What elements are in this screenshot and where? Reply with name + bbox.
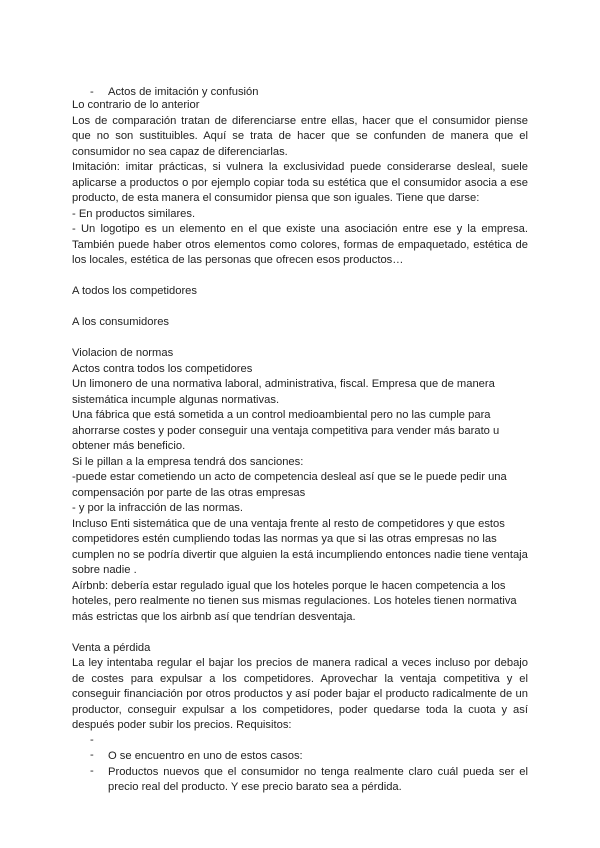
- paragraph: Incluso Enti sistemática que de una ventaja frente al resto de competidores y que estos competidores estén cumpliendo todas las normas ya que si las otras empresas no las cumplen no se podría divertir que alguien la está incumpliendo entonces nadie tiene ventaja sobre nadie .: [72, 517, 528, 576]
- bullet-item: [72, 86, 528, 98]
- paragraph: Si le pillan a la empresa tendrá dos sanciones:: [72, 455, 304, 468]
- bullet-item: [72, 765, 528, 796]
- section-heading: A los consumidores: [72, 316, 170, 328]
- bullet-dash: -: [90, 86, 94, 98]
- bullet-text: O se encuentro en uno de estos casos:: [108, 750, 303, 762]
- paragraph: -puede estar cometiendo un acto de competencia desleal así que se le puede pedir una compensación por parte de las otras empresas: [72, 471, 507, 499]
- document-body: [72, 86, 528, 796]
- bullet-dash: -: [90, 733, 94, 746]
- paragraph: - Un logotipo es un elemento en el que existe una asociación entre ese y la empresa. También puede haber otros elementos como colores, formas de empaquetado, estética de los locales, estética de las personas que ofrecen esos productos…: [72, 223, 528, 266]
- paragraph: Un limonero de una normativa laboral, administrativa, fiscal. Empresa que de manera sistemática incumple algunas normativas.: [72, 378, 495, 406]
- bullet-dash: -: [90, 749, 94, 761]
- paragraph: Imitación: imitar prácticas, si vulnera la exclusividad puede considerarse desleal, suele aplicarse a productos o por ejemplo copiar toda su estética que el consumidor asocia a ese producto, de esta manera el consumidor piensa que son iguales. Tiene que darse:: [72, 161, 528, 204]
- paragraph: Lo contrario de lo anterior: [72, 99, 200, 111]
- bullet-item: [72, 734, 528, 750]
- section-heading: Violacion de normas: [72, 347, 174, 359]
- paragraph: Aírbnb: debería estar regulado igual que los hoteles porque le hacen competencia a los hoteles, pero realmente no tienen sus mismas regulaciones. Los hoteles tienen normativa más estrictas que los airbnb así que tendrían desventaja.: [72, 579, 517, 623]
- paragraph: Actos contra todos los competidores: [72, 362, 253, 375]
- paragraph: - y por la infracción de las normas.: [72, 502, 243, 514]
- bullet-dash: -: [90, 764, 94, 777]
- bullet-item: [72, 749, 528, 765]
- paragraph: Los de comparación tratan de diferenciarse entre ellas, hacer que el consumidor piense que no son sustituibles. Aquí se trata de hacer que se confunden de manera que el consumidor no sea capaz de diferenciarlas.: [72, 114, 528, 158]
- paragraph: - En productos similares.: [72, 207, 196, 220]
- bullet-text: [108, 734, 528, 750]
- paragraph: La ley intentaba regular el bajar los precios de manera radical a veces incluso por debajo de costes para expulsar a los competidores. Aprovechar la ventaja competitiva y el conseguir financiación por otros productos y así poder bajar el producto radicalmente de un productor, conseguir expulsar a los competidores, poder quedarse toda la cuota y así después poder subir los precios. Requisitos:: [72, 657, 528, 731]
- bullet-text: Actos de imitación y confusión: [108, 86, 259, 98]
- section-heading: Venta a pérdida: [72, 641, 151, 654]
- paragraph: Una fábrica que está sometida a un control medioambiental pero no las cumple para ahorrarse costes y poder conseguir una ventaja competitiva para vender más barato u obtener más beneficio.: [72, 409, 500, 452]
- section-heading: A todos los competidores: [72, 285, 197, 297]
- bullet-text: Productos nuevos que el consumidor no tenga realmente claro cuál pueda ser el precio real del producto. Y ese precio barato sea a pérdida.: [108, 765, 528, 793]
